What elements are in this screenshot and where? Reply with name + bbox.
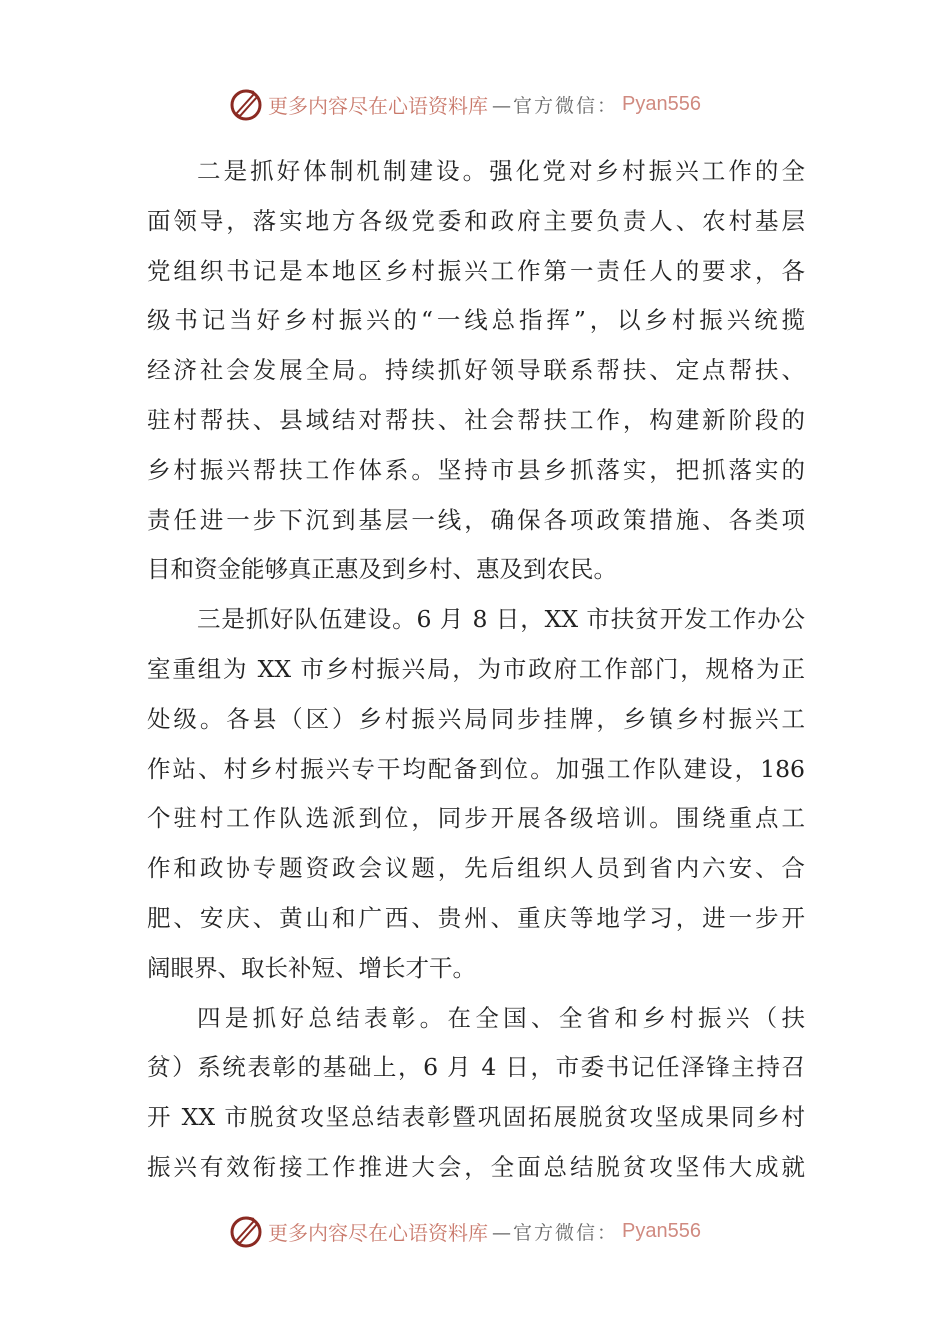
paragraph-line: 处级。各县（区）乡村振兴局同步挂牌，乡镇乡村振兴工: [147, 704, 805, 733]
header-watermark: [228, 84, 701, 124]
watermark-site: 更多内容尽在心语资料库: [268, 1220, 488, 1245]
watermark-account: Pyan556: [622, 1219, 701, 1242]
watermark-site: 更多内容尽在心语资料库: [268, 93, 488, 118]
document-body: [147, 147, 805, 1193]
paragraph-line: 级书记当好乡村振兴的“一线总指挥”，以乡村振兴统揽: [147, 306, 805, 335]
paragraph-line: 三是抓好队伍建设。6 月 8 日，XX 市扶贫开发工作办公: [197, 605, 805, 634]
paragraph-line: 开 XX 市脱贫攻坚总结表彰暨巩固拓展脱贫攻坚成果同乡村: [147, 1103, 805, 1132]
paragraph-line: 四是抓好总结表彰。在全国、全省和乡村振兴（扶: [197, 1003, 805, 1032]
paragraph-line: 阔眼界、取长补短、增长才干。: [147, 953, 476, 982]
pen-logo-icon: [228, 86, 264, 122]
watermark-account: Pyan556: [622, 92, 701, 115]
paragraph-line: 经济社会发展全局。持续抓好领导联系帮扶、定点帮扶、: [147, 356, 805, 385]
paragraph-line: 贫）系统表彰的基础上，6 月 4 日，市委书记任泽锋主持召: [147, 1053, 805, 1082]
paragraph-line: 振兴有效衔接工作推进大会，全面总结脱贫攻坚伟大成就: [147, 1152, 805, 1181]
paragraph-line: 作站、村乡村振兴专干均配备到位。加强工作队建设，186: [147, 754, 805, 783]
watermark-label: —官方微信：: [492, 94, 619, 117]
watermark-label: —官方微信：: [492, 1221, 619, 1244]
paragraph-line: 个驻村工作队选派到位，同步开展各级培训。围绕重点工: [147, 804, 805, 833]
footer-watermark: [228, 1211, 701, 1251]
paragraph-line: 责任进一步下沉到基层一线，确保各项政策措施、各类项: [147, 505, 805, 534]
paragraph-line: 驻村帮扶、县域结对帮扶、社会帮扶工作，构建新阶段的: [147, 405, 805, 434]
paragraph-line: 作和政协专题资政会议题，先后组织人员到省内六安、合: [147, 854, 805, 883]
paragraph-line: 肥、安庆、黄山和广西、贵州、重庆等地学习，进一步开: [147, 903, 805, 932]
pen-logo-icon: [228, 1213, 264, 1249]
paragraph-line: 二是抓好体制机制建设。强化党对乡村振兴工作的全: [197, 157, 805, 185]
paragraph-line: 乡村振兴帮扶工作体系。坚持市县乡抓落实，把抓落实的: [147, 455, 805, 484]
paragraph-line: 面领导，落实地方各级党委和政府主要负责人、农村基层: [147, 206, 805, 235]
paragraph-line: 党组织书记是本地区乡村振兴工作第一责任人的要求，各: [147, 256, 805, 285]
paragraph-line: 目和资金能够真正惠及到乡村、惠及到农民。: [147, 555, 617, 584]
paragraph-line: 室重组为 XX 市乡村振兴局，为市政府工作部门，规格为正: [147, 654, 805, 683]
